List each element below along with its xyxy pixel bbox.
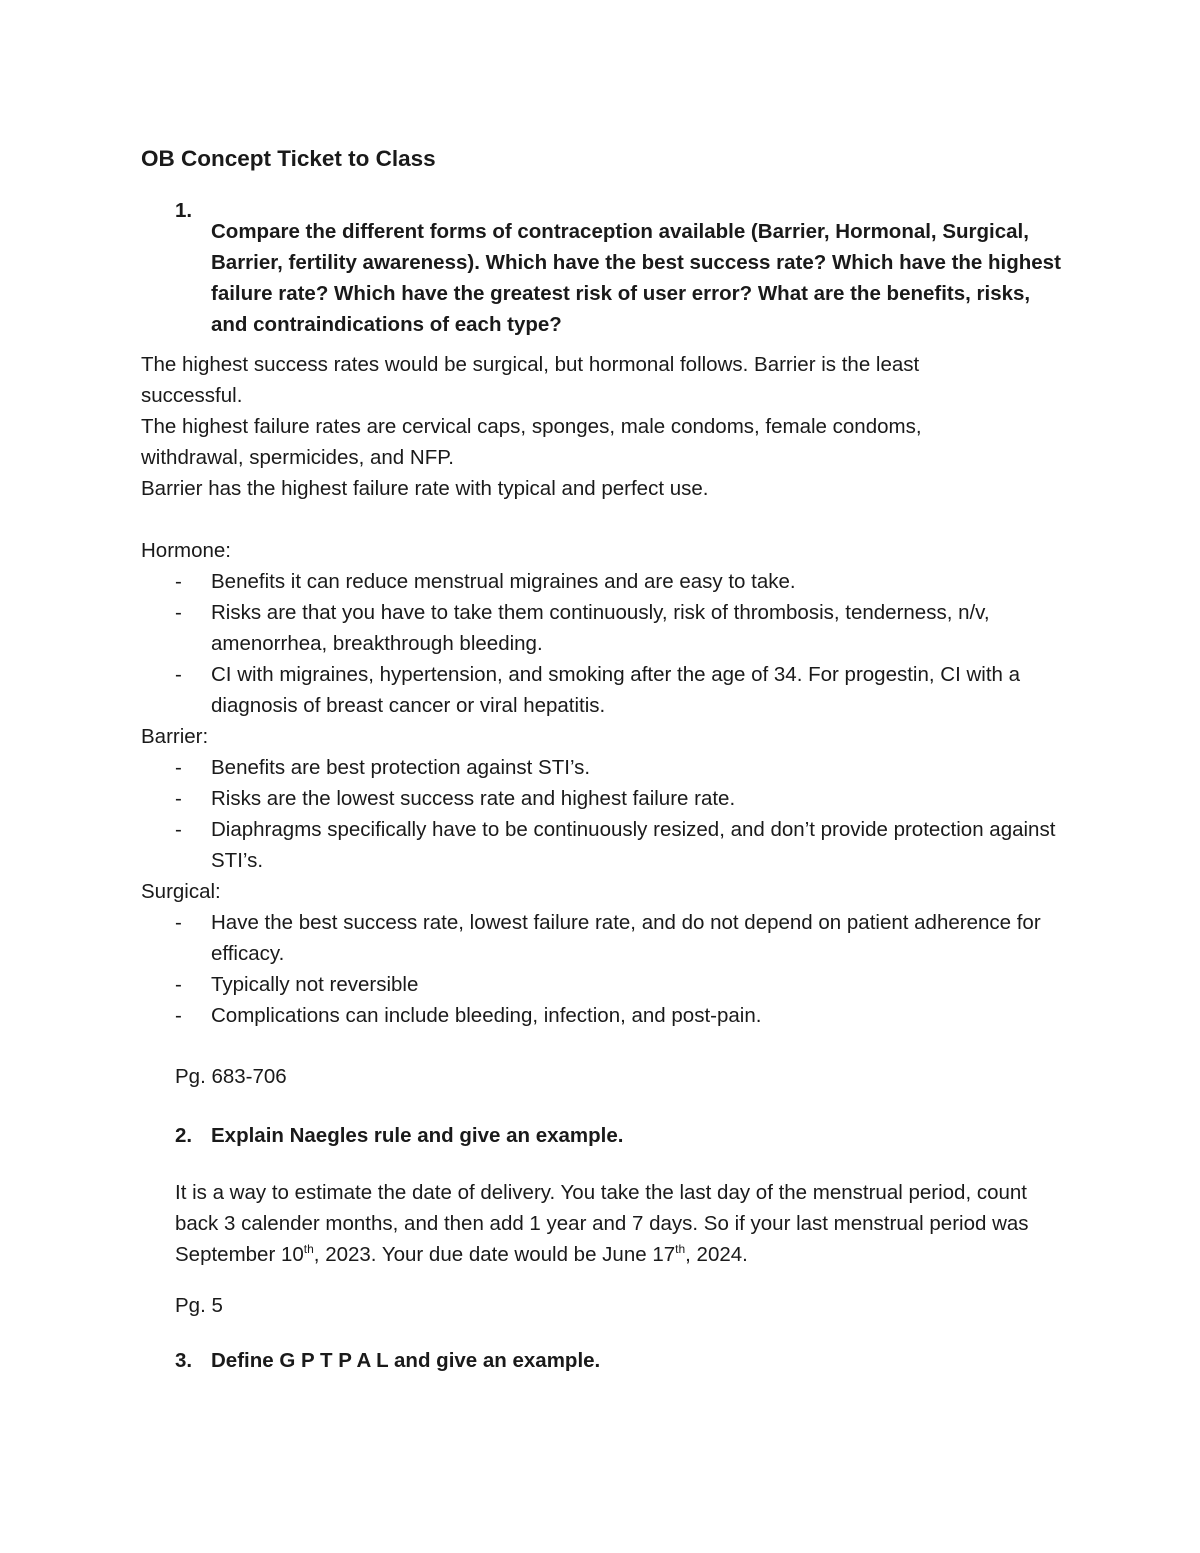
page-reference: Pg. 683-706 [175,1065,287,1088]
surgical-heading: Surgical: [141,880,221,903]
barrier-item: Diaphragms specifically have to be continuously resized, and don’t provide protection against STI’s. [211,818,1056,872]
hormone-item: Risks are that you have to take them continuously, risk of thrombosis, tenderness, n/v, amenorrhea, breakthrough bleeding. [211,601,990,655]
question-3-number: 3. [175,1349,193,1372]
question-1-text: Compare the different forms of contraception available (Barrier, Hormonal, Surgical, Barrier, fertility awareness). Which have the best success rate? Which have the highest failure rate? Which have the greatest risk of user error? What are the benefits, risks, and contraindications of each type? [211,219,1061,336]
barrier-heading: Barrier: [141,725,209,748]
list-dash: - [175,911,182,934]
question-3-text: Define G P T P A L and give an example. [211,1349,601,1372]
answer-1-success: The highest success rates would be surgical, but hormonal follows. Barrier is the least successful. [141,353,920,407]
list-dash: - [175,570,182,593]
list-dash: - [175,787,182,810]
answer-1-failure: The highest failure rates are cervical caps, sponges, male condoms, female condoms, withdrawal, spermicides, and NFP. [141,415,922,469]
hormone-item: Benefits it can reduce menstrual migraines and are easy to take. [211,570,796,593]
hormone-heading: Hormone: [141,539,232,562]
list-dash: - [175,756,182,779]
barrier-item: Benefits are best protection against STI’s. [211,756,591,779]
answer-2-text-part2: , 2023. Your due date would be June 17 [313,1243,676,1266]
question-1-number: 1. [175,199,193,222]
list-dash: - [175,601,182,624]
surgical-item: Have the best success rate, lowest failure rate, and do not depend on patient adherence for efficacy. [211,911,1041,965]
surgical-item: Typically not reversible [211,973,419,996]
answer-2-paragraph [175,1177,1035,1270]
page-reference: Pg. 5 [175,1294,223,1317]
ordinal-suffix: th [303,1242,314,1257]
answer-1-barrier-note: Barrier has the highest failure rate with typical and perfect use. [141,477,709,500]
list-dash: - [175,663,182,686]
document-title: OB Concept Ticket to Class [141,146,436,171]
list-dash: - [175,973,182,996]
question-2-text: Explain Naegles rule and give an example. [211,1124,624,1147]
barrier-item: Risks are the lowest success rate and highest failure rate. [211,787,736,810]
answer-2-text-part1: It is a way to estimate the date of delivery. You take the last day of the menstrual period, count back 3 calender months, and then add 1 year and 7 days. So if your last menstrual period was September 10 [175,1181,1029,1266]
list-dash: - [175,1004,182,1027]
hormone-item: CI with migraines, hypertension, and smoking after the age of 34. For progestin, CI with a diagnosis of breast cancer or viral hepatitis. [211,663,1021,717]
ordinal-suffix: th [675,1242,686,1257]
question-2-number: 2. [175,1124,193,1147]
answer-2-text-part3: , 2024. [685,1243,748,1266]
surgical-item: Complications can include bleeding, infection, and post-pain. [211,1004,762,1027]
list-dash: - [175,818,182,841]
